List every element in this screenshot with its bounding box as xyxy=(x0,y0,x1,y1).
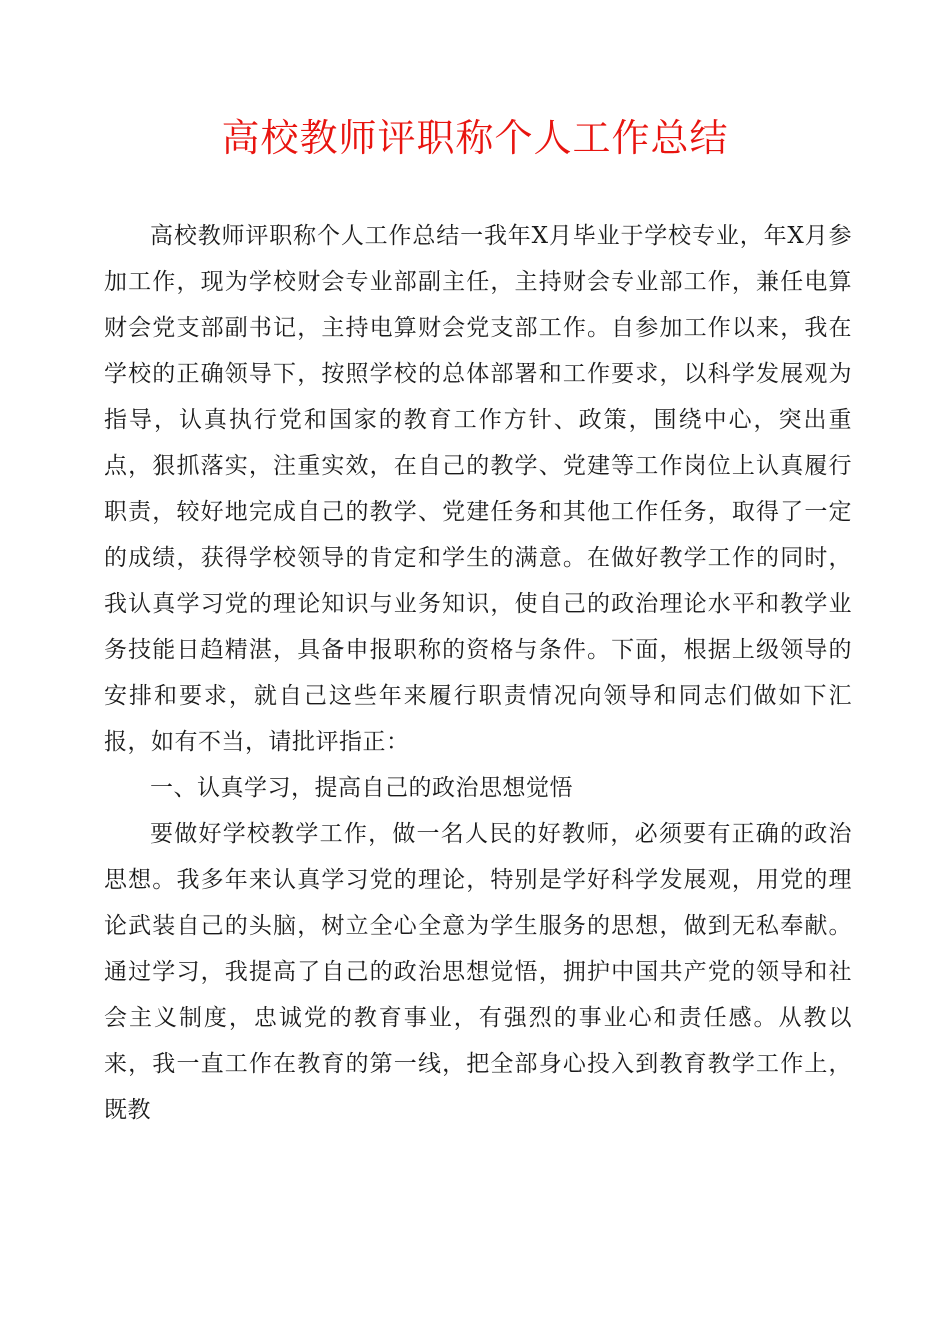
section-heading-1: 一、认真学习，提高自己的政治思想觉悟 xyxy=(150,775,573,801)
section-1-paragraph: 要做好学校教学工作，做一名人民的好教师，必须要有正确的政治思想。我多年来认真学习党的理论，特别是学好科学发展观，用党的理论武装自己的头脑，树立全心全意为学生服务的思想，做到无私奉献。通过学习，我提高了自己的政治思想觉悟，拥护中国共产党的领导和社会主义制度，忠诚党的教育事业，有强烈的事业心和责任感。从教以来，我一直工作在教育的第一线，把全部身心投入到教育教学工作上，既教 xyxy=(104,821,852,1123)
intro-paragraph: 高校教师评职称个人工作总结一我年X月毕业于学校专业，年X月参加工作，现为学校财会专业部副主任，主持财会专业部工作，兼任电算财会党支部副书记，主持电算财会党支部工作。自参加工作以来，我在学校的正确领导下，按照学校的总体部署和工作要求，以科学发展观为指导，认真执行党和国家的教育工作方针、政策，围绕中心，突出重点，狠抓落实，注重实效，在自己的教学、党建等工作岗位上认真履行职责，较好地完成自己的教学、党建任务和其他工作任务，取得了一定的成绩，获得学校领导的肯定和学生的满意。在做好教学工作的同时，我认真学习党的理论知识与业务知识，使自己的政治理论水平和教学业务技能日趋精湛，具备申报职称的资格与条件。下面，根据上级领导的安排和要求，就自己这些年来履行职责情况向领导和同志们做如下汇报，如有不当，请批评指正： xyxy=(104,223,852,755)
document-body xyxy=(104,213,852,1133)
document-title: 高校教师评职称个人工作总结 xyxy=(221,116,729,160)
